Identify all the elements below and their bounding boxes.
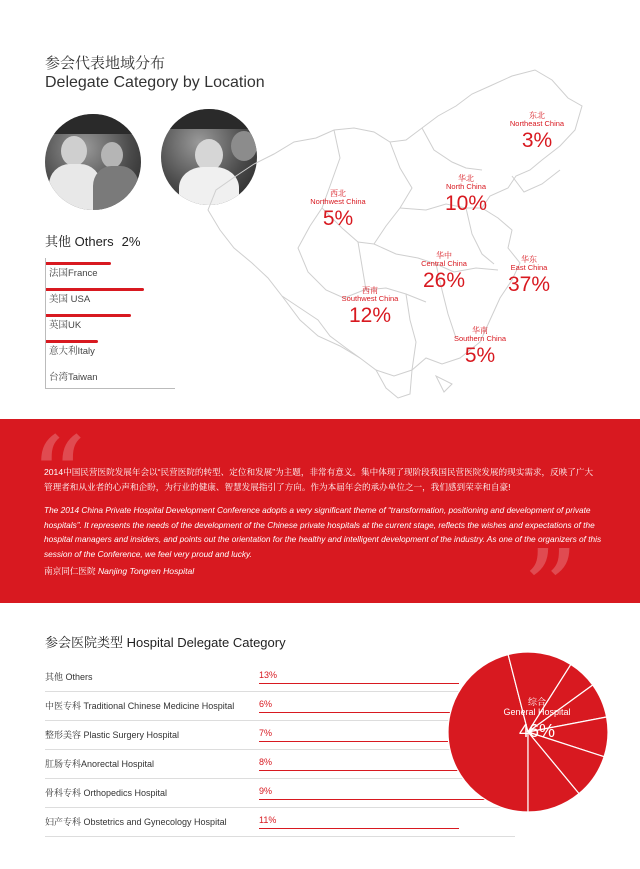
quote-text-cn: 2014中国民营医院发展年会以“民营医院的转型、定位和发展”为主题，非常有意义。集中体现了现阶段我国民营医院发展的现实需求，反映了广大管理者和从业者的心声和企盼，为行业的健康、智慧发展指引了方向。作为本届年会的承办单位之一，我们感到荣幸和自豪! <box>44 467 594 492</box>
region-northwest <box>298 190 378 230</box>
hospital-row-pct: 6% <box>259 699 273 709</box>
pie-label-pct: 46% <box>518 720 556 741</box>
region-name-en: North China <box>445 182 487 192</box>
others-item-label: 法国France <box>49 268 98 279</box>
region-name-cn: 华南 <box>472 326 488 335</box>
others-heading <box>45 231 140 250</box>
region-name-cn: 华北 <box>458 174 474 183</box>
region-pct: 10% <box>444 192 488 216</box>
delegate-photo-1 <box>45 114 141 210</box>
quote-source <box>44 565 194 577</box>
region-pct: 37% <box>507 273 551 297</box>
hospital-row <box>45 779 515 808</box>
region-name-cn: 东北 <box>529 111 545 120</box>
hospital-row <box>45 721 515 750</box>
hospital-row-line <box>259 828 459 829</box>
region-northeast <box>497 112 577 152</box>
others-item-usa <box>45 284 175 310</box>
hospital-row-label: 肛肠专科Anorectal Hospital <box>45 759 155 769</box>
region-name-en: Southern China <box>453 334 507 344</box>
pie-label-en: General Hospital <box>503 707 571 718</box>
region-south <box>438 327 522 367</box>
hospital-row-label: 中医专科 Traditional Chinese Medicine Hospital <box>45 701 235 711</box>
pie-label-general <box>497 697 577 741</box>
region-name-en: Northwest China <box>310 197 366 207</box>
pie-label-cn: 综合 <box>527 697 546 707</box>
region-pct: 12% <box>348 304 392 328</box>
hospital-row-pct: 11% <box>259 815 277 825</box>
region-pct: 5% <box>322 207 354 231</box>
others-item-label: 台湾Taiwan <box>49 372 98 383</box>
hospital-row-pct: 9% <box>259 786 273 796</box>
close-quote-icon: ” <box>522 526 579 654</box>
hospital-row <box>45 750 515 779</box>
hospital-row <box>45 663 515 692</box>
region-name-cn: 西南 <box>362 286 378 295</box>
hospital-row <box>45 692 515 721</box>
others-breakdown <box>45 258 175 389</box>
china-map <box>190 58 610 408</box>
others-item-italy <box>45 336 175 362</box>
quote-text-en: The 2014 China Private Hospital Development Conference adopts a very significant theme of “transformation, positioning and development of private hospitals”. It represents the needs of the development of the Chinese private hospitals at the current stage, reflects the wishes and expectations of the hospital managers and insiders, and points out the orientation for the healthy and intelligent development of the industry. As one of the organizers of this session of the Conference, we feel very proud and lucky. <box>44 505 602 559</box>
others-item-uk <box>45 310 175 336</box>
section-title-en: Delegate Category by Location <box>45 74 265 91</box>
hospital-row-label: 整形美容 Plastic Surgery Hospital <box>45 730 180 740</box>
region-southwest <box>328 287 412 327</box>
others-item-label: 英国UK <box>49 320 82 331</box>
others-item-france <box>45 258 175 284</box>
others-item-taiwan <box>45 362 175 389</box>
region-name-cn: 华东 <box>521 255 537 264</box>
section-title-cn: 参会代表地域分布 <box>45 55 166 72</box>
hospital-row-line <box>259 683 459 684</box>
region-name-en: Southwest China <box>341 294 399 304</box>
open-quote-icon: “ <box>30 413 87 541</box>
others-item-label: 意大利Italy <box>49 346 95 357</box>
region-name-en: East China <box>510 263 548 273</box>
hospital-row-label: 妇产专科 Obstetrics and Gynecology Hospital <box>45 817 227 827</box>
hospital-row-label: 其他 Others <box>45 672 93 682</box>
hospital-row <box>45 808 515 837</box>
hospital-category-title: 参会医院类型 Hospital Delegate Category <box>45 635 286 650</box>
others-item-label: 美国 USA <box>49 294 91 305</box>
region-pct: 5% <box>464 344 496 368</box>
hospital-row-label: 骨科专科 Orthopedics Hospital <box>45 788 168 798</box>
hospital-category-list <box>45 663 515 837</box>
others-label: 其他 Others <box>45 234 114 249</box>
region-name-cn: 西北 <box>330 189 346 198</box>
region-name-en: Northeast China <box>509 119 565 129</box>
hospital-row-pct: 8% <box>259 757 273 767</box>
region-central <box>404 252 484 292</box>
region-pct: 26% <box>422 269 466 293</box>
others-pct: 2% <box>121 234 141 249</box>
hospital-row-pct: 13% <box>259 670 278 680</box>
quote-source-cn: 南京同仁医院 <box>44 566 96 576</box>
region-name-cn: 华中 <box>436 251 452 260</box>
region-north <box>426 175 506 215</box>
region-east <box>489 256 569 296</box>
quote-source-en: Nanjing Tongren Hospital <box>97 566 195 576</box>
region-pct: 3% <box>521 129 553 153</box>
region-name-en: Central China <box>421 259 467 269</box>
hospital-row-pct: 7% <box>259 728 273 738</box>
